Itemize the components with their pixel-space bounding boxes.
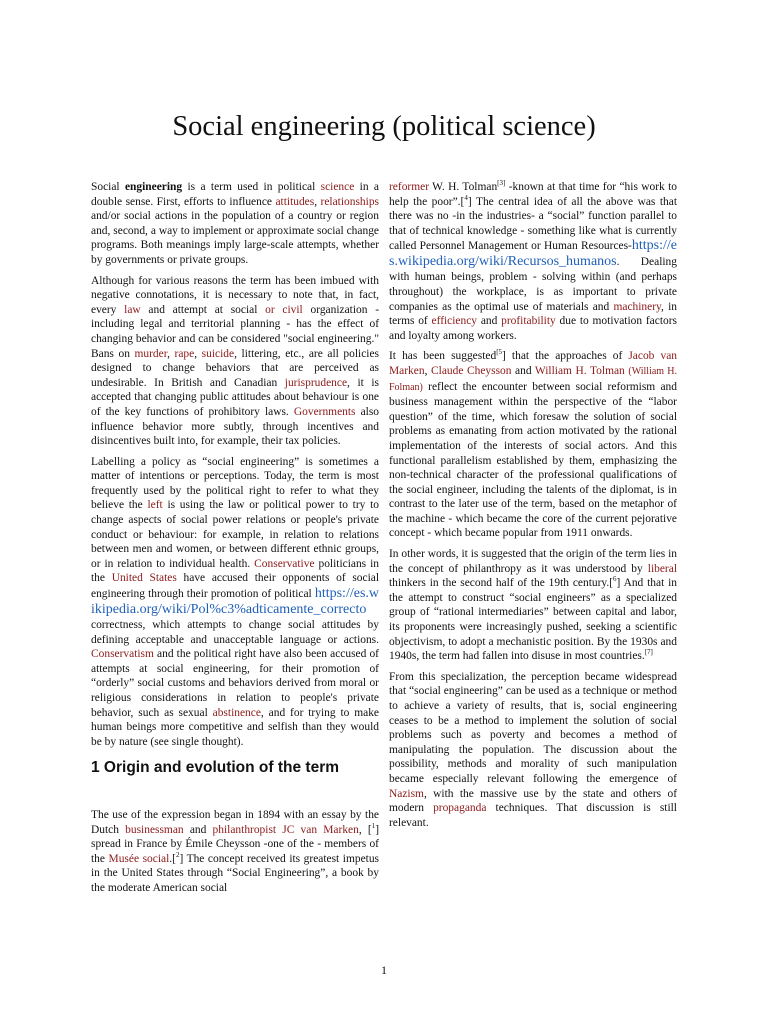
link-science[interactable]: science <box>320 181 355 193</box>
link-united-states[interactable]: United States <box>111 572 177 585</box>
footnote-ref[interactable]: 2 <box>175 850 180 859</box>
link-reformer[interactable]: reformer <box>389 181 430 193</box>
link-musee-social[interactable]: Musée social <box>108 852 170 865</box>
link-profitability[interactable]: profitability <box>501 315 556 328</box>
link-machinery[interactable]: machinery <box>613 300 661 313</box>
link-jurisprudence[interactable]: jurisprudence <box>284 376 348 389</box>
footnote-ref[interactable]: [7] <box>644 648 653 657</box>
link-william-folman[interactable]: (William H. Folman) <box>389 365 677 393</box>
left-column <box>91 180 379 902</box>
paragraph-intro: Social engineering is a term used in political science in a double sense. First, efforts to influence attitudes, relationships and/or social actions in the population of a country or region and, second, a way to implement or approximate social change programs. Both meanings imply large-scale attempts, whether by governments or private groups. <box>91 181 379 266</box>
page-number: 1 <box>381 963 387 977</box>
paragraph-philanthropy: In other words, it is suggested that the origin of the term lies in the concept of philanthropy as it was understood by liberal thinkers in the second half of the 19th century.[$^6$] And that in the attempt to construct “social engineers” as a specialized group of “rational intermediaries” between capital and labor, its proponents were increasingly pushed, seeking a scientific objectivism, to adopt a mechanistic position. By the 1930s and 1940s, the term had fallen into disuse in most countries.[7] <box>389 548 677 663</box>
link-efficiency[interactable]: efficiency <box>431 315 478 328</box>
page-title: Social engineering (political science) <box>172 111 596 142</box>
link-businessman[interactable]: businessman <box>125 823 184 836</box>
link-nazism[interactable]: Nazism <box>389 787 424 800</box>
url-politically-correct[interactable]: https://es.wikipedia.org/wiki/Pol%c3%adticamente_correcto <box>91 586 379 618</box>
section-heading: 1 Origin and evolution of the term <box>91 759 340 777</box>
link-conservatism[interactable]: Conservatism <box>91 648 154 661</box>
link-relationships[interactable]: relationships <box>320 195 379 208</box>
link-left[interactable]: left <box>147 499 163 512</box>
link-law[interactable]: law <box>124 303 141 316</box>
link-suicide[interactable]: suicide <box>201 347 235 360</box>
link-conservative[interactable]: Conservative <box>254 557 315 570</box>
link-william-tolman[interactable]: William H. Tolman <box>534 364 625 377</box>
link-attitudes[interactable]: attitudes <box>275 195 315 208</box>
paragraph-origin: The use of the expression began in 1894 with an essay by the Dutch businessman and philanthropist JC van Marken, [$^1$] spread in France by Émile Cheysson -one of the - members of the Musée social.[$^2$] The concept received its greatest impetus in the United States through “Social Engineering”, a book by the moderate American social <box>91 808 380 894</box>
paragraph-suggested: It has been suggested$^{[5}$] that the approaches of Jacob van Marken, Claude Cheysson and William H. Tolman (William H. Folman) reflect the encounter between social reformism and business management within the perspective of the “labor question” of the time, which foresaw the solution of social problems as emanating from action motivated by the rational implementation of the interests of social actors. And this functional parallelism established by them, emphasizing the non-technical character of the professional qualifications of the social engineer, including the talents of the diplomat, is in contrast to the later use of the term, based on the metaphor of the machine - which became the core of the current pejorative concept - which became popular from 1911 onwards. <box>389 348 677 540</box>
footnote-ref[interactable]: 6 <box>613 575 617 584</box>
link-rape[interactable]: rape <box>174 347 195 360</box>
link-van-marken[interactable]: philanthropist JC van Marken <box>212 823 359 836</box>
footnote-ref[interactable]: 1 <box>371 821 376 830</box>
paragraph-connotations: Although for various reasons the term has been imbued with negative connotations, it is necessary to note that, in fact, every law and attempt at social or civil organization - including legal and territorial planning - has the effect of changing behavior and can be considered "social engineering." Bans on murder, rape, suicide, littering, etc., are all policies designed to change behaviors that are perceived as undesirable. In British and Canadian jurisprudence, it is accepted that changing public attitudes about behaviour is one of the key functions of prohibitory laws. Governments also influence behavior more subtly, through incentives and disincentives built into, for example, their tax policies. <box>91 274 380 448</box>
right-column <box>389 180 677 836</box>
link-propaganda[interactable]: propaganda <box>433 802 487 815</box>
url-recursos-humanos[interactable]: https://es.wikipedia.org/wiki/Recursos_humanos <box>389 238 677 270</box>
link-abstinence[interactable]: abstinence <box>212 706 261 719</box>
paragraph-tolman: reformer W. H. Tolman[3] -known at that time for “his work to help the poor”.[$^4$] The central idea of all the above was that there was no -in the industries- a “social” function parallel to that of technical knowledge - something like what is currently called Personnel Management or Human Resources-https://es.wikipedia.org/wiki/Recursos_humanos. Dealing with human beings, problem - solving within (and perhaps throughout) the workplace, is as important to private companies as the optimal use of materials and machinery, in terms of efficiency and profitability due to motivation factors and loyalty among workers. <box>389 179 678 342</box>
link-jacob-van-marken[interactable]: Jacob van Marken <box>389 350 677 377</box>
paragraph-labelling: Labelling a policy as “social engineering” is sometimes a matter of intentions or perceptions. Today, the term is most frequently used by the political right to refer to what they believe the left is using the law or political power to try to change aspects of social power relations or people's private conduct or behaviour: for example, in relation to relations between men and women, or between different ethnic groups, or in relation to individual health. Conservative politicians in the United States have accused their opponents of social engineering through their promotion of political https://es.wikipedia.org/wiki/Pol%c3%adticamente_correctocorrectness, which attempts to change social attitudes by defining acceptable and unacceptable language or actions. Conservatism and the political right have also been accused of attempts at social engineering, for their promotion of “orderly” social customs and behaviors derived from moral or religious considerations in relation to people's private behavior, such as sexual abstinence, and for trying to make human beings more competitive and selfish than they would be by nature (see single thought). <box>91 455 380 748</box>
link-governments[interactable]: Governments <box>293 405 356 418</box>
link-civil[interactable]: or civil <box>265 303 303 316</box>
footnote-ref[interactable]: 4 <box>464 193 468 202</box>
footnote-ref[interactable]: [3] <box>497 179 506 188</box>
bold-term: engineering <box>124 181 183 193</box>
link-liberal[interactable]: liberal <box>647 562 677 575</box>
paragraph-specialization: From this specialization, the perception became widespread that “social engineering” can be used as a technique or method to achieve a variety of results, that is, social engineering ceases to be a method to implement the solution of social problems such as poverty and becomes a method of manipulating the population. The discussion about the possibility, methods and morality of such manipulation became especially relevant following the emergence of Nazism, with the massive use by the state and others of modern propaganda techniques. That discussion is still relevant. <box>389 670 677 829</box>
link-murder[interactable]: murder <box>134 347 168 360</box>
footnote-ref[interactable]: [5 <box>496 348 503 357</box>
link-claude-cheysson[interactable]: Claude Cheysson <box>431 364 512 377</box>
